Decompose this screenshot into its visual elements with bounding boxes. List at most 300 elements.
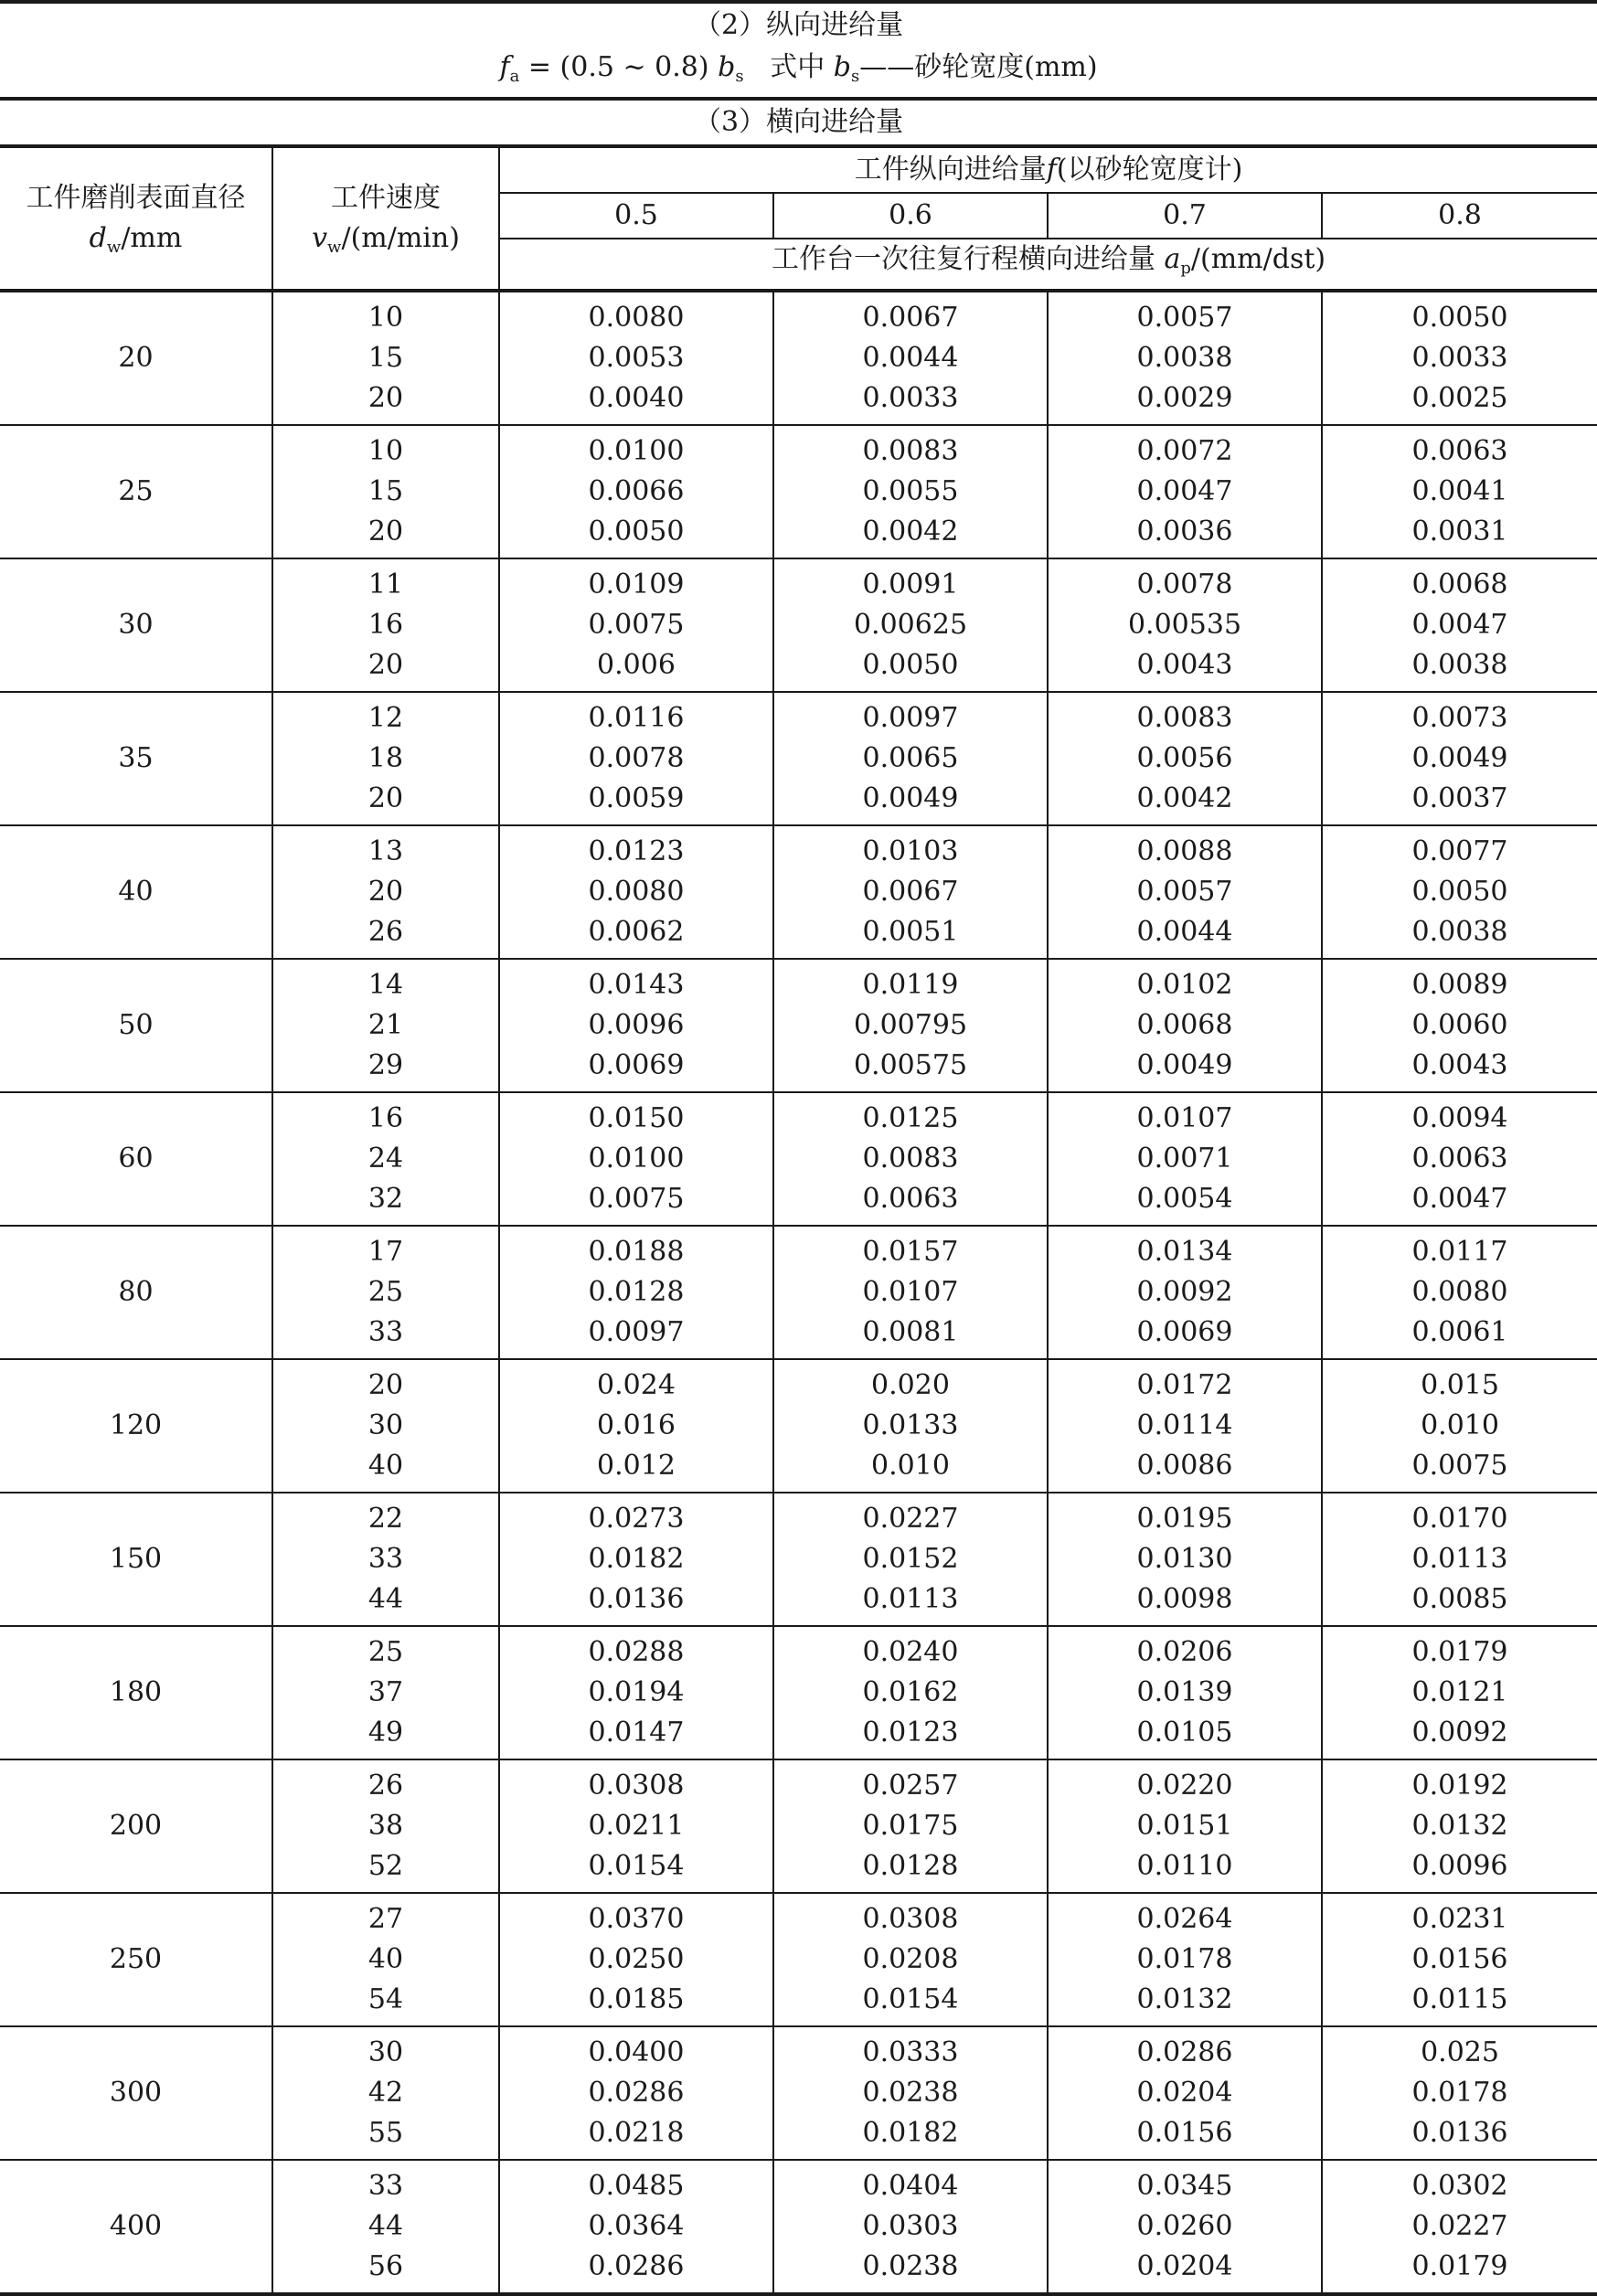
feed-0-8-value: 0.0117 xyxy=(1411,1236,1508,1268)
feed-0-5-value: 0.0096 xyxy=(588,1009,685,1041)
table-row xyxy=(0,692,1597,825)
feed-0-6-value: 0.0123 xyxy=(862,1717,959,1749)
table-row xyxy=(0,1893,1597,2026)
feed-0-7-cell xyxy=(1048,1893,1322,2026)
feed-0-7-value: 0.0102 xyxy=(1136,969,1233,1001)
feed-0-8-value: 0.0047 xyxy=(1411,1183,1508,1215)
feed-0-6-value: 0.0182 xyxy=(862,2117,959,2149)
speed-value: 52 xyxy=(367,1850,404,1882)
table-row xyxy=(0,291,1597,425)
feed-0-6-value: 0.0162 xyxy=(862,1676,959,1708)
feed-0-6-value: 0.0333 xyxy=(862,2036,959,2068)
feed-0-6-value: 0.0404 xyxy=(862,2170,959,2202)
table-row xyxy=(0,558,1597,692)
speed-value: 20 xyxy=(367,649,404,681)
feed-0-6-value: 0.0091 xyxy=(862,569,959,601)
table-row xyxy=(0,959,1597,1092)
feed-0-8-value: 0.0050 xyxy=(1411,876,1508,908)
feed-0-8-value: 0.0077 xyxy=(1411,835,1508,867)
feed-0-6-value: 0.0238 xyxy=(862,2250,959,2282)
feed-0-8-value: 0.0179 xyxy=(1411,1636,1508,1668)
feed-0-5-value: 0.0154 xyxy=(588,1850,685,1882)
feed-0-7-value: 0.0056 xyxy=(1136,742,1233,774)
feed-0-7-value: 0.0206 xyxy=(1136,1636,1233,1668)
speed-value: 25 xyxy=(367,1276,404,1308)
feed-0-8-value: 0.0063 xyxy=(1411,435,1508,467)
feed-0-6-value: 0.0128 xyxy=(862,1850,959,1882)
speed-cell xyxy=(272,1493,499,1626)
feed-0-8-value: 0.0033 xyxy=(1411,342,1508,374)
formula-lhs-var: f xyxy=(499,51,510,83)
feed-0-5-value: 0.012 xyxy=(597,1450,676,1482)
feed-0-5-value: 0.0059 xyxy=(588,782,685,814)
feed-0-7-value: 0.0107 xyxy=(1136,1102,1233,1134)
feed-label-prefix: 工件纵向进给量 xyxy=(854,154,1047,186)
speed-value: 14 xyxy=(367,969,404,1001)
speed-cell xyxy=(272,1226,499,1359)
feed-0-6-cell xyxy=(773,1893,1048,2026)
feed-0-5-value: 0.0062 xyxy=(588,916,685,948)
diameter-cell: 200 xyxy=(0,1759,272,1893)
formula-note-prefix: 式中 xyxy=(770,51,834,83)
feed-0-7-value: 0.0029 xyxy=(1136,382,1233,414)
feed-0-8-value: 0.0038 xyxy=(1411,649,1508,681)
feed-0-8-value: 0.0227 xyxy=(1411,2210,1508,2242)
feed-0-6-value: 0.0065 xyxy=(862,742,959,774)
speed-value: 16 xyxy=(367,1102,404,1134)
feed-0-6-value: 0.0175 xyxy=(862,1810,959,1842)
diameter-cell: 400 xyxy=(0,2160,272,2294)
feed-0-7-cell xyxy=(1048,425,1322,558)
speed-value: 44 xyxy=(367,1583,404,1615)
feed-0-6-cell xyxy=(773,2160,1048,2294)
feed-0-8-value: 0.010 xyxy=(1421,1409,1499,1441)
formula-eq: = (0.5 ~ 0.8) xyxy=(519,51,719,83)
feed-0-5-cell xyxy=(499,2026,773,2160)
feed-0-8-value: 0.0068 xyxy=(1411,569,1508,601)
feed-0-7-value: 0.0264 xyxy=(1136,1903,1233,1935)
feed-0-7-value: 0.0042 xyxy=(1136,782,1233,814)
table-row xyxy=(0,425,1597,558)
speed-value: 37 xyxy=(367,1676,404,1708)
feed-0-6-value: 0.00795 xyxy=(853,1009,968,1041)
feed-0-8-value: 0.0025 xyxy=(1411,382,1508,414)
section2-formula-row xyxy=(0,48,1597,99)
speed-cell xyxy=(272,291,499,425)
feed-0-6-value: 0.0063 xyxy=(862,1183,959,1215)
feed-0-8-value: 0.0092 xyxy=(1411,1717,1508,1749)
speed-unit: /(m/min) xyxy=(341,222,460,254)
table-row xyxy=(0,1626,1597,1759)
feed-0-5-value: 0.0078 xyxy=(588,742,685,774)
feed-0-5-value: 0.0075 xyxy=(588,609,685,641)
feed-0-5-value: 0.0075 xyxy=(588,1183,685,1215)
diameter-var: d xyxy=(89,222,107,254)
speed-value: 32 xyxy=(367,1183,404,1215)
diameter-sub: w xyxy=(106,238,122,257)
feed-0-7-value: 0.0038 xyxy=(1136,342,1233,374)
feed-0-6-cell xyxy=(773,291,1048,425)
speed-unit-line xyxy=(273,218,498,259)
feed-0-8-value: 0.0156 xyxy=(1411,1943,1508,1975)
feed-0-5-cell xyxy=(499,291,773,425)
feed-0-6-cell xyxy=(773,425,1048,558)
cross-sub: p xyxy=(1180,259,1191,278)
feed-0-6-value: 0.0050 xyxy=(862,649,959,681)
feed-0-5-value: 0.0147 xyxy=(588,1717,685,1749)
feed-0-7-value: 0.0156 xyxy=(1136,2117,1233,2149)
feed-0-7-value: 0.0044 xyxy=(1136,916,1233,948)
feed-0-5-cell xyxy=(499,1893,773,2026)
speed-cell xyxy=(272,692,499,825)
feed-0-5-value: 0.0128 xyxy=(588,1276,685,1308)
feed-0-6-value: 0.0033 xyxy=(862,382,959,414)
speed-value: 20 xyxy=(367,1369,404,1401)
feed-0-5-value: 0.0136 xyxy=(588,1583,685,1615)
speed-cell xyxy=(272,1893,499,2026)
feed-0-5-value: 0.0400 xyxy=(588,2036,685,2068)
speed-cell xyxy=(272,959,499,1092)
speed-value: 26 xyxy=(367,916,404,948)
feed-0-6-value: 0.010 xyxy=(871,1450,950,1482)
feed-0-8-cell xyxy=(1322,291,1597,425)
cross-feed-header xyxy=(499,239,1597,291)
feed-0-5-cell xyxy=(499,692,773,825)
speed-value: 16 xyxy=(367,609,404,641)
feed-0-6-value: 0.0227 xyxy=(862,1503,959,1535)
feed-0-7-value: 0.0178 xyxy=(1136,1943,1233,1975)
speed-value: 27 xyxy=(367,1903,404,1935)
feed-0-5-cell xyxy=(499,825,773,959)
feed-0-7-value: 0.00535 xyxy=(1127,609,1242,641)
feed-0-8-value: 0.0179 xyxy=(1411,2250,1508,2282)
speed-value: 38 xyxy=(367,1810,404,1842)
table-body xyxy=(0,291,1597,2294)
feed-0-8-cell xyxy=(1322,2026,1597,2160)
feed-0-8-cell xyxy=(1322,1893,1597,2026)
feed-0-8-value: 0.0089 xyxy=(1411,969,1508,1001)
section2-title-row xyxy=(0,2,1597,48)
feed-0-7-cell xyxy=(1048,558,1322,692)
feed-0-8-cell xyxy=(1322,959,1597,1092)
feed-0-8-value: 0.0132 xyxy=(1411,1810,1508,1842)
feed-0-6-cell xyxy=(773,558,1048,692)
diameter-cell: 150 xyxy=(0,1493,272,1626)
diameter-cell: 250 xyxy=(0,1893,272,2026)
section2-title: （2）纵向进给量 xyxy=(0,2,1597,48)
feed-0-7-value: 0.0105 xyxy=(1136,1717,1233,1749)
feed-0-5-value: 0.0185 xyxy=(588,1983,685,2015)
feed-0-8-cell xyxy=(1322,1626,1597,1759)
speed-value: 40 xyxy=(367,1450,404,1482)
feed-0-6-value: 0.0257 xyxy=(862,1770,959,1802)
table-row xyxy=(0,1493,1597,1626)
feed-0-8-cell xyxy=(1322,1092,1597,1226)
diameter-cell: 25 xyxy=(0,425,272,558)
feed-0-6-cell xyxy=(773,1759,1048,1893)
feed-0-6-cell xyxy=(773,1493,1048,1626)
feed-0-6-value: 0.020 xyxy=(871,1369,950,1401)
feed-0-5-value: 0.0069 xyxy=(588,1049,685,1081)
speed-value: 11 xyxy=(367,569,404,601)
feed-0-5-cell xyxy=(499,1626,773,1759)
feed-0-8-value: 0.0231 xyxy=(1411,1903,1508,1935)
feed-0-7-value: 0.0057 xyxy=(1136,302,1233,334)
feed-0-6-value: 0.00575 xyxy=(853,1049,968,1081)
feed-0-8-cell xyxy=(1322,1493,1597,1626)
feed-0-8-cell xyxy=(1322,692,1597,825)
feed-0-8-value: 0.0061 xyxy=(1411,1316,1508,1348)
speed-cell xyxy=(272,1359,499,1493)
feed-0-6-cell xyxy=(773,1626,1048,1759)
feed-0-6-value: 0.0113 xyxy=(862,1583,959,1615)
feed-0-7-value: 0.0260 xyxy=(1136,2210,1233,2242)
feed-0-8-value: 0.0073 xyxy=(1411,702,1508,734)
feed-0-8-value: 0.0080 xyxy=(1411,1276,1508,1308)
feed-0-5-cell xyxy=(499,1759,773,1893)
feed-0-8-value: 0.0302 xyxy=(1411,2170,1508,2202)
feed-0-5-value: 0.0050 xyxy=(588,516,685,547)
section3-title: （3）横向进给量 xyxy=(0,99,1597,146)
feed-0-7-value: 0.0204 xyxy=(1136,2077,1233,2109)
speed-value: 40 xyxy=(367,1943,404,1975)
feed-0-7-value: 0.0086 xyxy=(1136,1450,1233,1482)
feed-0-6-cell xyxy=(773,1359,1048,1493)
section3-title-row xyxy=(0,99,1597,146)
feed-0-8-cell xyxy=(1322,558,1597,692)
feed-0-6-value: 0.0107 xyxy=(862,1276,959,1308)
feed-0-5-value: 0.0116 xyxy=(588,702,685,734)
feed-0-8-value: 0.0031 xyxy=(1411,516,1508,547)
diameter-label: 工件磨削表面直径 xyxy=(26,182,246,214)
header-row-1 xyxy=(0,146,1597,193)
feed-0-5-value: 0.0308 xyxy=(588,1770,685,1802)
speed-sub: w xyxy=(327,238,342,257)
feed-0-6-value: 0.00625 xyxy=(853,609,968,641)
feed-0-5-value: 0.0273 xyxy=(588,1503,685,1535)
feed-0-6-value: 0.0042 xyxy=(862,516,959,547)
table-row xyxy=(0,1226,1597,1359)
feed-0-8-value: 0.0050 xyxy=(1411,302,1508,334)
feed-0-7-cell xyxy=(1048,959,1322,1092)
feed-0-8-value: 0.0094 xyxy=(1411,1102,1508,1134)
diameter-cell: 35 xyxy=(0,692,272,825)
feed-0-8-cell xyxy=(1322,1759,1597,1893)
feed-0-5-value: 0.0150 xyxy=(588,1102,685,1134)
feed-0-8-value: 0.0178 xyxy=(1411,2077,1508,2109)
feed-0-6-cell xyxy=(773,2026,1048,2160)
diameter-cell: 50 xyxy=(0,959,272,1092)
feed-0-6-value: 0.0051 xyxy=(862,916,959,948)
feed-0-7-value: 0.0069 xyxy=(1136,1316,1233,1348)
feed-0-6-value: 0.0083 xyxy=(862,1143,959,1175)
feed-0-6-value: 0.0303 xyxy=(862,2210,959,2242)
feed-0-6-value: 0.0044 xyxy=(862,342,959,374)
table-row xyxy=(0,2026,1597,2160)
diameter-unit-line xyxy=(0,218,271,259)
feed-0-5-cell xyxy=(499,425,773,558)
feed-0-5-value: 0.0123 xyxy=(588,835,685,867)
feed-0-7-value: 0.0195 xyxy=(1136,1503,1233,1535)
feed-0-7-value: 0.0047 xyxy=(1136,475,1233,507)
speed-value: 18 xyxy=(367,742,404,774)
diameter-cell: 120 xyxy=(0,1359,272,1493)
feed-0-8-value: 0.0063 xyxy=(1411,1143,1508,1175)
section2-formula xyxy=(0,48,1597,99)
speed-value: 21 xyxy=(367,1009,404,1041)
feed-0-5-value: 0.0250 xyxy=(588,1943,685,1975)
speed-value: 30 xyxy=(367,2036,404,2068)
feed-0-7-value: 0.0220 xyxy=(1136,1770,1233,1802)
diameter-cell: 180 xyxy=(0,1626,272,1759)
feed-0-5-value: 0.024 xyxy=(597,1369,676,1401)
speed-value: 22 xyxy=(367,1503,404,1535)
feed-0-6-value: 0.0152 xyxy=(862,1543,959,1575)
feed-0-7-value: 0.0083 xyxy=(1136,702,1233,734)
speed-value: 24 xyxy=(367,1143,404,1175)
feed-0-7-value: 0.0345 xyxy=(1136,2170,1233,2202)
formula-note-b: b xyxy=(833,51,851,83)
feed-0-6-value: 0.0081 xyxy=(862,1316,959,1348)
feed-0-7-value: 0.0286 xyxy=(1136,2036,1233,2068)
feed-0-8-value: 0.0192 xyxy=(1411,1770,1508,1802)
feed-0-5-value: 0.0053 xyxy=(588,342,685,374)
feed-0-5-value: 0.0286 xyxy=(588,2250,685,2282)
feed-0-5-value: 0.0097 xyxy=(588,1316,685,1348)
feed-col-3: 0.8 xyxy=(1322,193,1597,239)
cross-label-prefix: 工作台一次往复行程横向进给量 xyxy=(771,243,1165,275)
feed-0-5-value: 0.0188 xyxy=(588,1236,685,1268)
formula-note-suffix: ——砂轮宽度(mm) xyxy=(859,51,1098,83)
formula-b-sub: s xyxy=(735,67,744,86)
feed-0-6-value: 0.0154 xyxy=(862,1983,959,2015)
speed-value: 49 xyxy=(367,1717,404,1749)
feed-0-7-cell xyxy=(1048,1226,1322,1359)
table-row xyxy=(0,825,1597,959)
speed-cell xyxy=(272,558,499,692)
speed-cell xyxy=(272,425,499,558)
feed-0-7-value: 0.0132 xyxy=(1136,1983,1233,2015)
feed-0-7-cell xyxy=(1048,291,1322,425)
feed-0-8-value: 0.0049 xyxy=(1411,742,1508,774)
feed-0-5-value: 0.0288 xyxy=(588,1636,685,1668)
formula-b: b xyxy=(718,51,736,83)
feed-0-5-value: 0.016 xyxy=(597,1409,676,1441)
speed-value: 26 xyxy=(367,1770,404,1802)
formula-lhs-sub: a xyxy=(509,67,520,86)
feed-0-8-value: 0.0121 xyxy=(1411,1676,1508,1708)
feed-col-2: 0.7 xyxy=(1048,193,1322,239)
feed-0-6-value: 0.0133 xyxy=(862,1409,959,1441)
feed-0-5-cell xyxy=(499,1226,773,1359)
feed-0-8-value: 0.0096 xyxy=(1411,1850,1508,1882)
feed-0-8-value: 0.0060 xyxy=(1411,1009,1508,1041)
feed-0-7-cell xyxy=(1048,825,1322,959)
speed-value: 20 xyxy=(367,516,404,547)
feed-0-6-cell xyxy=(773,825,1048,959)
feed-0-5-value: 0.0100 xyxy=(588,1143,685,1175)
feed-0-6-value: 0.0125 xyxy=(862,1102,959,1134)
feed-0-7-value: 0.0130 xyxy=(1136,1543,1233,1575)
diameter-cell: 30 xyxy=(0,558,272,692)
feed-0-5-value: 0.0485 xyxy=(588,2170,685,2202)
feed-0-6-value: 0.0103 xyxy=(862,835,959,867)
feed-header xyxy=(499,146,1597,193)
feed-0-6-value: 0.0238 xyxy=(862,2077,959,2109)
speed-value: 33 xyxy=(367,1316,404,1348)
feed-0-8-value: 0.0115 xyxy=(1411,1983,1508,2015)
feed-0-7-value: 0.0088 xyxy=(1136,835,1233,867)
speed-value: 55 xyxy=(367,2117,404,2149)
table-row xyxy=(0,1759,1597,1893)
feed-col-0: 0.5 xyxy=(499,193,773,239)
feed-0-7-value: 0.0049 xyxy=(1136,1049,1233,1081)
cross-unit: /(mm/dst) xyxy=(1190,243,1326,275)
diameter-cell: 60 xyxy=(0,1092,272,1226)
speed-cell xyxy=(272,825,499,959)
feed-0-5-value: 0.0364 xyxy=(588,2210,685,2242)
speed-cell xyxy=(272,2160,499,2294)
feed-0-8-cell xyxy=(1322,425,1597,558)
feed-0-7-cell xyxy=(1048,1626,1322,1759)
feed-0-7-cell xyxy=(1048,1759,1322,1893)
feed-0-5-cell xyxy=(499,2160,773,2294)
feed-0-7-value: 0.0043 xyxy=(1136,649,1233,681)
feed-0-8-value: 0.0041 xyxy=(1411,475,1508,507)
feed-0-5-value: 0.0080 xyxy=(588,876,685,908)
speed-cell xyxy=(272,1626,499,1759)
feed-0-8-value: 0.0047 xyxy=(1411,609,1508,641)
feed-0-8-cell xyxy=(1322,1359,1597,1493)
feed-0-6-value: 0.0097 xyxy=(862,702,959,734)
feed-0-7-cell xyxy=(1048,1092,1322,1226)
feed-0-6-value: 0.0067 xyxy=(862,876,959,908)
diameter-cell: 20 xyxy=(0,291,272,425)
feed-0-5-value: 0.0080 xyxy=(588,302,685,334)
feed-0-6-value: 0.0208 xyxy=(862,1943,959,1975)
speed-label: 工件速度 xyxy=(331,182,441,214)
feed-0-6-value: 0.0119 xyxy=(862,969,959,1001)
feed-0-6-cell xyxy=(773,692,1048,825)
speed-value: 30 xyxy=(367,1409,404,1441)
feed-0-7-value: 0.0054 xyxy=(1136,1183,1233,1215)
feed-0-8-value: 0.0113 xyxy=(1411,1543,1508,1575)
speed-value: 12 xyxy=(367,702,404,734)
feed-0-8-value: 0.0043 xyxy=(1411,1049,1508,1081)
diameter-unit: /mm xyxy=(121,222,183,254)
feed-0-7-value: 0.0072 xyxy=(1136,435,1233,467)
speed-value: 13 xyxy=(367,835,404,867)
feed-0-6-value: 0.0240 xyxy=(862,1636,959,1668)
feed-0-5-value: 0.0066 xyxy=(588,475,685,507)
speed-var: v xyxy=(312,222,328,254)
feed-0-8-value: 0.0085 xyxy=(1411,1583,1508,1615)
feed-0-8-cell xyxy=(1322,825,1597,959)
feed-0-5-value: 0.0218 xyxy=(588,2117,685,2149)
feed-0-6-value: 0.0055 xyxy=(862,475,959,507)
feed-0-5-value: 0.006 xyxy=(597,649,676,681)
feed-0-7-value: 0.0151 xyxy=(1136,1810,1233,1842)
diameter-cell: 80 xyxy=(0,1226,272,1359)
feed-var: f xyxy=(1046,154,1057,186)
speed-value: 54 xyxy=(367,1983,404,2015)
feed-0-7-cell xyxy=(1048,2160,1322,2294)
speed-value: 10 xyxy=(367,302,404,334)
feed-0-8-value: 0.0136 xyxy=(1411,2117,1508,2149)
speed-value: 15 xyxy=(367,475,404,507)
feed-0-5-cell xyxy=(499,1092,773,1226)
feed-0-6-value: 0.0049 xyxy=(862,782,959,814)
